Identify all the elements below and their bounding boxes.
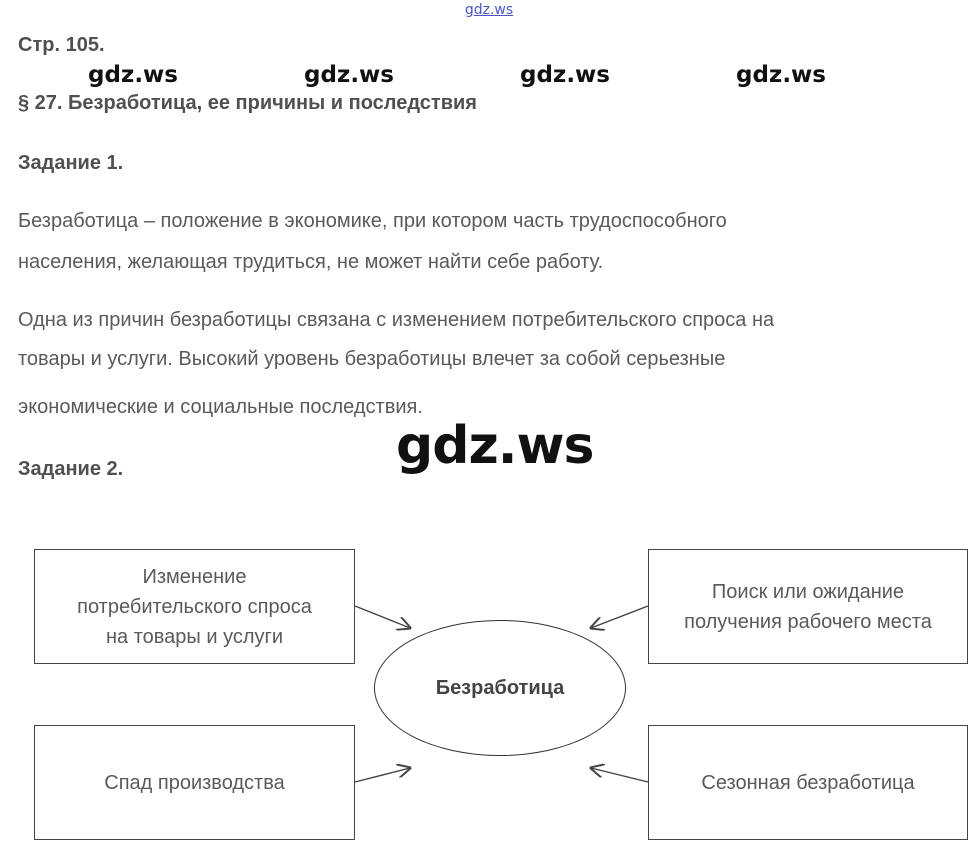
arrow-bottom-right (591, 768, 648, 782)
section-title: § 27. Безработица, ее причины и последствия (18, 92, 477, 114)
arrow-top-right (591, 606, 648, 628)
cause-box-job-search (648, 549, 968, 664)
task1-para1-line2: населения, желающая трудиться, не может найти себе работу. (18, 251, 604, 273)
cause-demand-line3: на товары и услуги (105, 625, 283, 648)
watermark: gdz.ws (304, 62, 394, 88)
task1-para2-line1: Одна из причин безработицы связана с изменением потребительского спроса на (18, 309, 775, 331)
watermark: gdz.ws (736, 62, 826, 88)
arrow-bottom-left (355, 768, 410, 782)
watermark: gdz.ws (520, 62, 610, 88)
task2-title: Задание 2. (18, 458, 124, 480)
arrow-top-left (355, 606, 410, 628)
task1-para2-line3: экономические и социальные последствия. (18, 396, 423, 418)
cause-job-search-line2: получения рабочего места (684, 610, 932, 633)
watermark-top: gdz.ws (464, 2, 514, 18)
watermark-large: gdz.ws (396, 416, 594, 476)
center-ellipse (374, 620, 626, 756)
cause-box-demand (34, 549, 355, 664)
cause-job-search-line1: Поиск или ожидание (711, 580, 905, 603)
cause-box-production-decline (34, 725, 355, 840)
cause-production-decline-label: Спад производства (104, 771, 285, 794)
task1-para1-line1: Безработица – положение в экономике, при котором часть трудоспособного (18, 210, 727, 232)
task1-para2-line2: товары и услуги. Высокий уровень безработицы влечет за собой серьезные (18, 348, 726, 370)
cause-box-seasonal (648, 725, 968, 840)
page-number: Стр. 105. (18, 34, 105, 56)
center-label: Безработица (435, 676, 565, 699)
cause-seasonal-label: Сезонная безработица (701, 771, 915, 794)
watermark: gdz.ws (88, 62, 178, 88)
cause-demand-line2: потребительского спроса (77, 595, 312, 618)
cause-demand-line1: Изменение (142, 565, 247, 588)
task1-title: Задание 1. (18, 152, 124, 174)
